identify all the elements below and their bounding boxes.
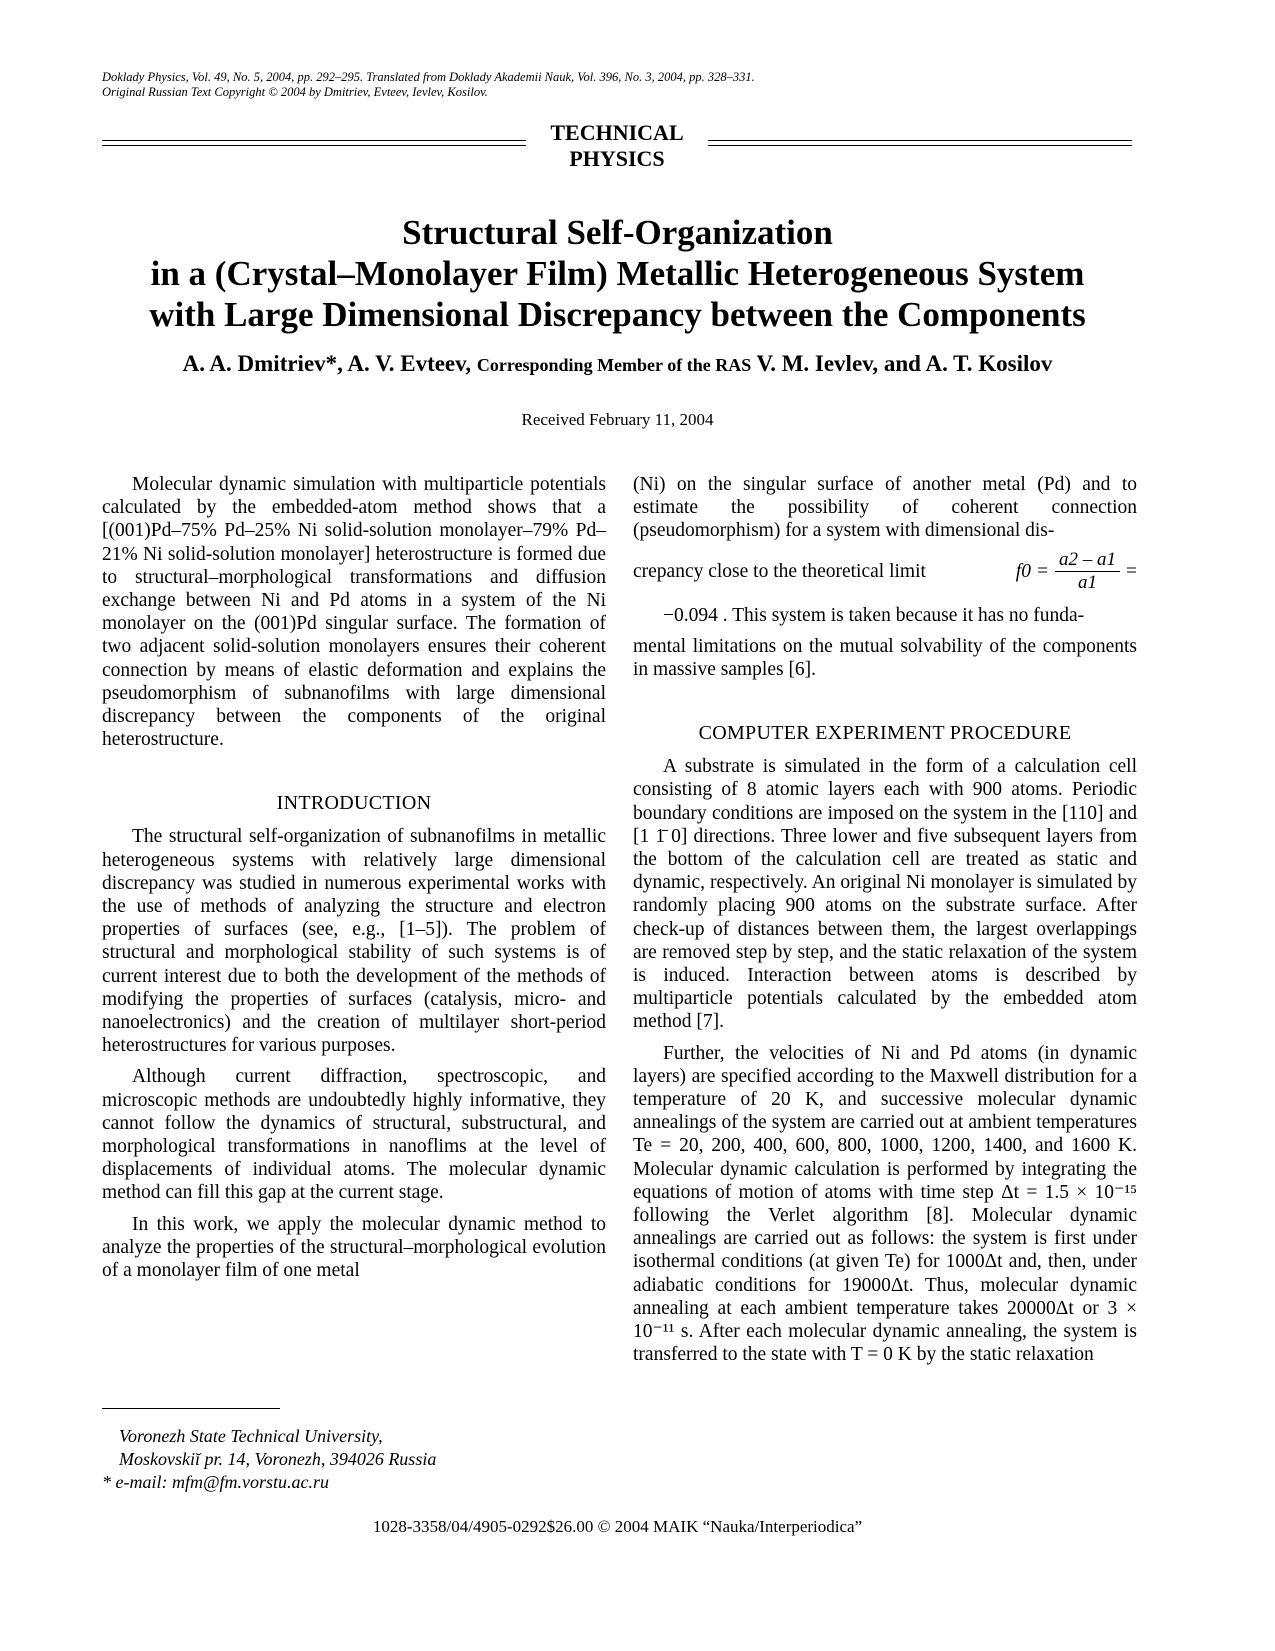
- section-rule-right: [708, 140, 1132, 146]
- citation-line-2: Original Russian Text Copyright © 2004 by Dmitriev, Evteev, Ievlev, Kosilov.: [102, 85, 488, 99]
- section-label-line-2: PHYSICS: [569, 146, 665, 171]
- authors-part-1: A. A. Dmitriev*, A. V. Evteev,: [182, 351, 472, 376]
- intro-paragraph-1: The structural self-organization of subnanofilms in metallic heterogeneous systems with relatively large dimensional discrepancy was studied in numerous experimental works with the use of methods of analyzing the structure and electron properties of surfaces (see, e.g., [1–5]). The problem of structural and morphological stability of such systems is of current interest due to both the development of the methods of modifying the properties of surfaces (catalysis, micro- and nanoelectronics) and the creation of multilayer short-period heterostructures for various purposes.: [102, 826, 606, 1057]
- footnote: [102, 1425, 602, 1494]
- affiliation-line-2: Moskovskiĭ pr. 14, Voronezh, 394026 Russia: [119, 1449, 437, 1469]
- article-title: [60, 212, 1175, 335]
- formula-line: [633, 549, 1137, 594]
- intro-paragraph-2: Although current diffraction, spectroscopic, and microscopic methods are undoubtedly highly informative, they cannot follow the dynamics of structural, substructural, and morphological transformations in nanoflims at the level of displacements of individual atoms. The molecular dynamic method can fill this gap at the current stage.: [102, 1066, 606, 1204]
- left-column: [102, 473, 606, 1282]
- author-list: [60, 350, 1175, 379]
- formula-value-line: [633, 604, 1137, 627]
- section-label: [522, 120, 712, 172]
- author-email: * e-mail: mfm@fm.vorstu.ac.ru: [102, 1472, 330, 1492]
- received-date: Received February 11, 2004: [521, 410, 714, 429]
- section-rule-left: [102, 140, 526, 146]
- procedure-heading: COMPUTER EXPERIMENT PROCEDURE: [698, 722, 1072, 745]
- continued-paragraph-2: mental limitations on the mutual solvability of the components in massive samples [6].: [633, 635, 1137, 681]
- section-header: [102, 120, 1132, 180]
- citation-line-1: Doklady Physics, Vol. 49, No. 5, 2004, pp. 292–295. Translated from Doklady Akademii Nauk, Vol. 396, No. 3, 2004, pp. 328–331.: [102, 70, 755, 84]
- formula-denominator: a1: [1078, 571, 1097, 593]
- formula-value: −0.094: [663, 604, 718, 626]
- continued-paragraph: (Ni) on the singular surface of another metal (Pd) and to estimate the possibility of coherent connection (pseudomorphism) for a system with dimensional dis-: [633, 474, 1137, 542]
- formula-fraction: [1055, 549, 1120, 594]
- formula: [1016, 549, 1137, 594]
- formula-value-text: . This system is taken because it has no funda-: [722, 604, 1085, 626]
- introduction-heading: INTRODUCTION: [276, 792, 432, 815]
- affiliation-line-1: Voronezh State Technical University,: [119, 1426, 383, 1446]
- right-column: [633, 473, 1137, 1367]
- abstract: Molecular dynamic simulation with multiparticle potentials calculated by the embedded-atom method shows that a [(001)Pd–75% Pd–25% Ni solid-solution monolayer–79% Pd–21% Ni solid-solution monolayer] heterostructure is formed due to structural–morphological transformations and diffusion exchange between Ni and Pd atoms in a system of the Ni monolayer on the (001)Pd singular surface. The formation of two adjacent solid-solution monolayers ensures their coherent connection by means of elastic deformation and explains the pseudomorphism of subnanofilms with large dimensional discrepancy between the components of the original heterostructure.: [102, 474, 606, 751]
- authors-role: Corresponding Member of the RAS: [476, 355, 752, 375]
- title-line-2: in a (Crystal–Monolayer Film) Metallic Heterogeneous System: [150, 254, 1085, 293]
- title-line-1: Structural Self-Organization: [402, 213, 833, 252]
- intro-paragraph-3: In this work, we apply the molecular dynamic method to analyze the properties of the structural–morphological evolution of a monolayer film of one metal: [102, 1213, 606, 1282]
- title-line-3: with Large Dimensional Discrepancy between the Components: [149, 295, 1086, 334]
- journal-citation: [102, 70, 1102, 100]
- copyright-footer: 1028-3358/04/4905-0292$26.00 © 2004 MAIK “Nauka/Interperiodica”: [372, 1517, 863, 1536]
- formula-numerator: a2 – a1: [1055, 549, 1120, 572]
- authors-part-2: V. M. Ievlev, and A. T. Kosilov: [756, 351, 1053, 376]
- formula-lhs: f0 =: [1015, 560, 1049, 582]
- footnote-rule: [102, 1408, 280, 1409]
- formula-equals: =: [1126, 560, 1137, 582]
- section-label-line-1: TECHNICAL: [550, 120, 684, 145]
- procedure-paragraph-1: A substrate is simulated in the form of a calculation cell consisting of 8 atomic layers each with 900 atoms. Periodic boundary conditions are imposed on the system in the [110] and [1 1̄ 0] directions. Three lower and five subsequent layers from the bottom of the calculation cell are treated as static and dynamic, respectively. An original Ni monolayer is simulated by randomly placing 900 atoms on the substrate surface. After check-up of distances between them, the largest overlappings are removed step by step, and the static relaxation of the system is induced. Interaction between atoms is described by multiparticle potentials calculated by the embedded atom method [7].: [633, 756, 1137, 1033]
- procedure-paragraph-2: Further, the velocities of Ni and Pd atoms (in dynamic layers) are specified according to the Maxwell distribution for a temperature of 20 K, and successive molecular dynamic annealings of the system are carried out at ambient temperatures Te = 20, 200, 400, 600, 800, 1000, 1200, 1400, and 1600 K. Molecular dynamic calculation is performed by integrating the equations of motion of atoms with time step Δt = 1.5 × 10⁻¹⁵ following the Verlet algorithm [8]. Molecular dynamic annealings are carried out as follows: the system is first under isothermal conditions (at given Te) for 1000Δt and, then, under adiabatic conditions for 19000Δt. Thus, molecular dynamic annealing at each ambient temperature takes 20000Δt or 3 × 10⁻¹¹ s. After each molecular dynamic annealing, the system is transferred to the state with T = 0 K by the static relaxation: [633, 1042, 1137, 1366]
- formula-lead-text: crepancy close to the theoretical limit: [633, 560, 926, 582]
